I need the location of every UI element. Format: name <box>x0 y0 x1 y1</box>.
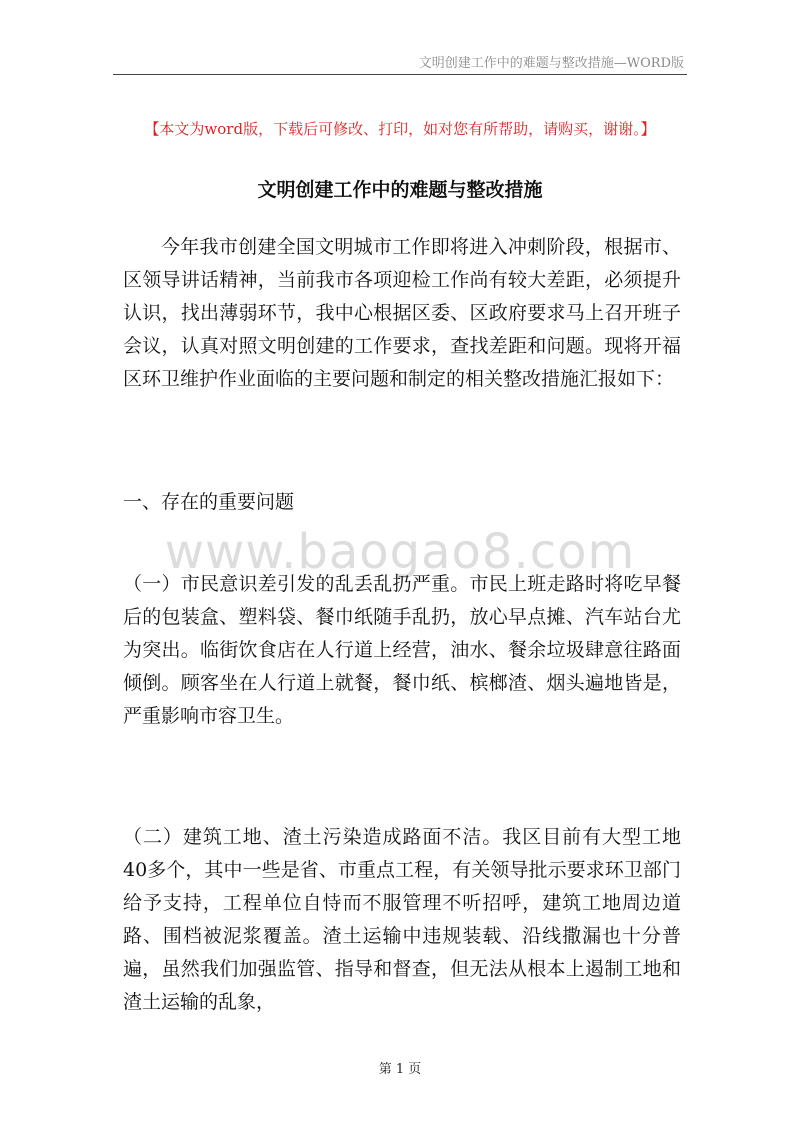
header-divider <box>113 74 687 75</box>
paragraph-1: （一）市民意识差引发的乱丢乱扔严重。市民上班走路时将吃早餐后的包装盒、塑料袋、餐巾纸随手乱扔，放心早点摊、汽车站台尤为突出。临街饮食店在人行道上经营，油水、餐余垃圾肆意往路面倾倒。顾客坐在人行道上就餐，餐巾纸、槟榔渣、烟头遍地皆是，严重影响市容卫生。 <box>123 573 681 727</box>
paragraph-2: （二）建筑工地、渣土污染造成路面不洁。我区目前有大型工地 40多个，其中一些是省、市重点工程，有关领导批示要求环卫部门给予支持，工程单位自恃而不服管理不听招呼，建筑工地周边道路、围档被泥浆覆盖。渣土运输中违规装载、沿线撒漏也十分普遍，虽然我们加强监管、指导和督查，但无法从根本上遏制工地和渣土运输的乱象， <box>123 826 681 1013</box>
intro-paragraph: 今年我市创建全国文明城市工作即将进入冲刺阶段，根据市、区领导讲话精神，当前我市各项迎检工作尚有较大差距，必须提升认识，找出薄弱环节，我中心根据区委、区政府要求马上召开班子会议，认真对照文明创建的工作要求，查找差距和问题。现将开福区环卫维护作业面临的主要问题和制定的相关整改措施汇报如下： <box>123 236 681 390</box>
watermark: www.baogao8.com <box>164 524 636 580</box>
page-number: 第 1 页 <box>378 1062 422 1077</box>
document-title: 文明创建工作中的难题与整改措施 <box>257 179 543 201</box>
section-heading: 一、存在的重要问题 <box>123 491 295 513</box>
download-notice: 【本文为word版，下载后可修改、打印，如对您有所帮助，请购买，谢谢。】 <box>144 120 656 138</box>
running-header: 文明创建工作中的难题与整改措施—WORD版 <box>418 56 684 71</box>
